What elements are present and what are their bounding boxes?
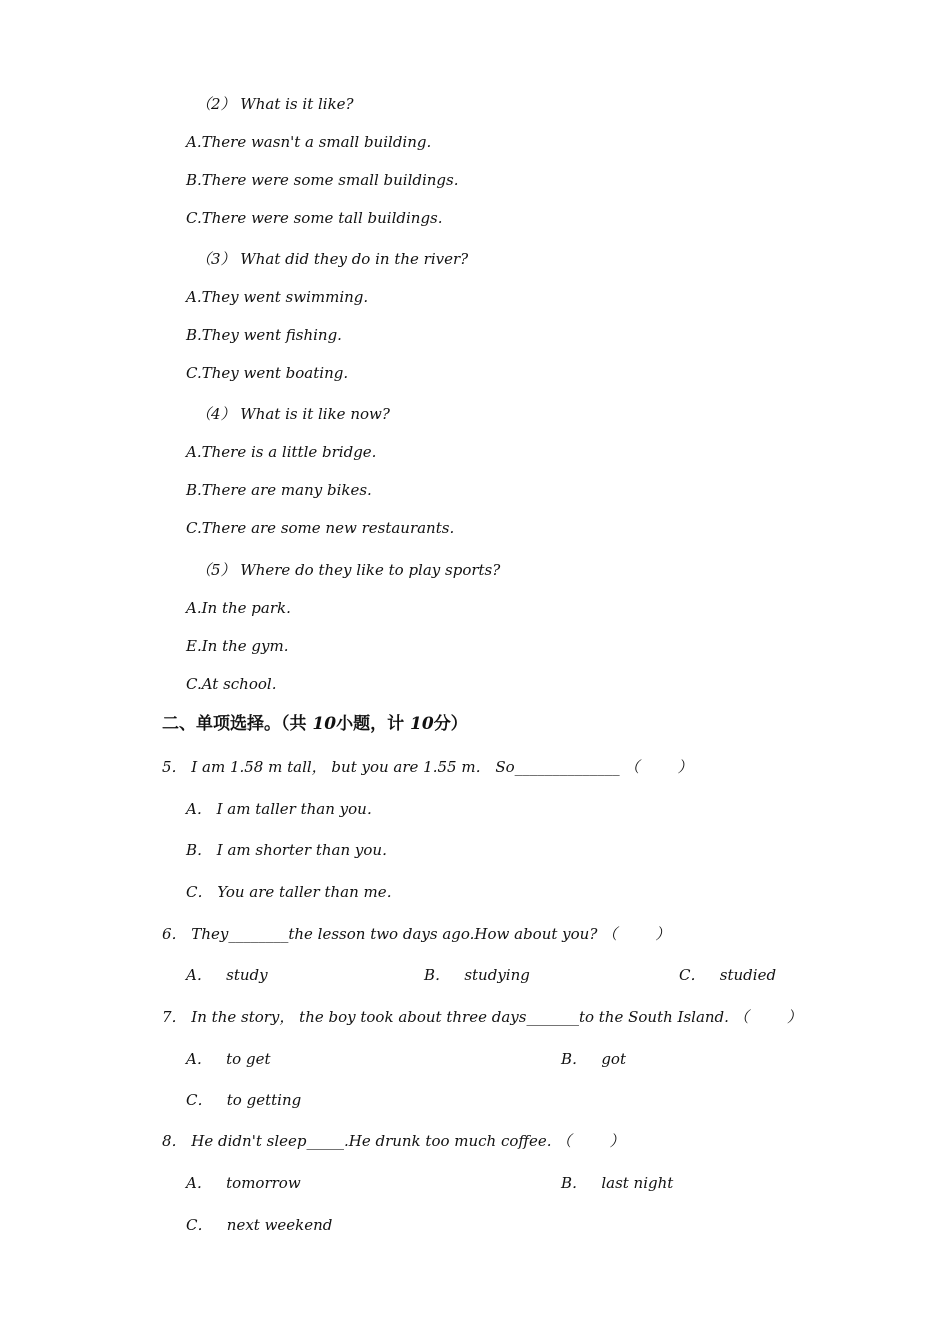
question-5-listening: （5） Where do they like to play sports? (196, 561, 501, 579)
q8-option-a: A． tomorrow (186, 1174, 301, 1192)
q5-option-b: B． I am shorter than you． (186, 841, 398, 859)
q2-option-a: A.There wasn't a small building. (186, 133, 432, 151)
section-heading-mid: 小题，计 (336, 714, 411, 734)
section-heading (162, 714, 468, 734)
section-heading-score: 10 (410, 714, 434, 734)
q3-option-c: C.They went boating. (186, 364, 349, 382)
section-heading-count: 10 (312, 714, 337, 734)
q3-option-a: A.They went swimming. (186, 288, 369, 306)
q4-option-b: B.There are many bikes. (186, 481, 372, 499)
q4-option-c: C.There are some new restaurants. (186, 519, 455, 537)
q5l-option-a: A.In the park. (186, 599, 291, 617)
question-6-stem: 6． They________the lesson two days ago.How about you? （ ） (162, 925, 671, 943)
q7-option-a: A． to get (186, 1050, 271, 1068)
question-4: （4） What is it like now? (196, 405, 390, 423)
q8-option-b: B． last night (561, 1174, 674, 1192)
question-5-stem: 5． I am 1.58 m tall， but you are 1.55 m． So______________ （ ） (162, 758, 693, 776)
q4-option-a: A.There is a little bridge. (186, 443, 377, 461)
q5-option-c: C． You are taller than me． (186, 883, 402, 901)
q5l-option-b: E.In the gym. (186, 637, 289, 655)
q5-option-a: A． I am taller than you． (186, 800, 382, 818)
q7-option-b: B． got (561, 1050, 626, 1068)
q7-option-c: C． to getting (186, 1091, 302, 1109)
q6-option-b: B． studying (424, 966, 530, 984)
q8-option-c: C． next weekend (186, 1216, 333, 1234)
question-2: （2） What is it like? (196, 95, 354, 113)
section-heading-prefix: 二、单项选择。（共 (162, 714, 313, 734)
q6-option-c: C． studied (679, 966, 777, 984)
section-heading-suffix: 分） (433, 714, 468, 734)
q6-option-a: A． study (186, 966, 268, 984)
q2-option-b: B.There were some small buildings. (186, 171, 459, 189)
question-3: （3） What did they do in the river? (196, 250, 469, 268)
question-8-stem: 8． He didn't sleep_____.He drunk too much coffee. （ ） (162, 1132, 625, 1150)
q2-option-c: C.There were some tall buildings. (186, 209, 443, 227)
question-7-stem: 7． In the story， the boy took about three days_______to the South Island. （ ） (162, 1008, 802, 1026)
q3-option-b: B.They went fishing. (186, 326, 342, 344)
q5l-option-c: C.At school. (186, 675, 277, 693)
